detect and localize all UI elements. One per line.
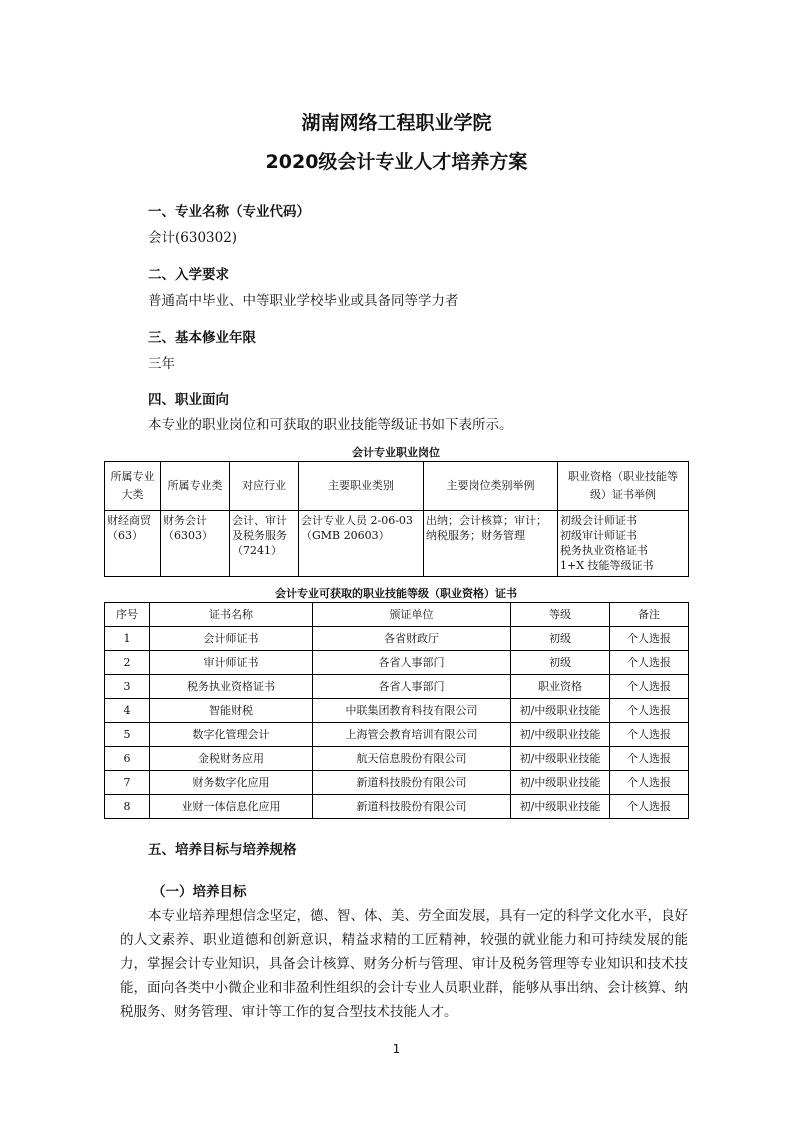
header-cell: 所属专业类 — [161, 462, 230, 511]
section-1-body: 会计(630302) — [148, 230, 238, 246]
table-cell: 新道科技股份有限公司 — [313, 771, 511, 795]
table-cell: 个人选报 — [610, 627, 689, 651]
table-cell: 初/中级职业技能 — [511, 795, 610, 819]
table-cell: 2 — [105, 651, 150, 675]
table-cell: 个人选报 — [610, 723, 689, 747]
table-cell: 初/中级职业技能 — [511, 699, 610, 723]
section-4-heading: 四、职业面向 — [148, 392, 229, 408]
header-cell: 序号 — [105, 603, 150, 627]
table-cell: 智能财税 — [150, 699, 313, 723]
table-cell: 4 — [105, 699, 150, 723]
table-cell: 个人选报 — [610, 675, 689, 699]
section-5-heading: 五、培养目标与培养规格 — [148, 842, 297, 858]
table-cell: 会计、审计及税务服务（7241） — [230, 511, 299, 577]
table-cell: 会计师证书 — [150, 627, 313, 651]
table-cell: 各省人事部门 — [313, 675, 511, 699]
table-row — [105, 675, 689, 699]
section-4-body: 本专业的职业岗位和可获取的职业技能等级证书如下表所示。 — [148, 417, 513, 433]
table2-caption: 会计专业可获取的职业技能等级（职业资格）证书 — [275, 587, 517, 600]
table-row — [105, 511, 689, 577]
header-cell: 职业资格（职业技能等级）证书举例 — [558, 462, 689, 511]
table-cell: 个人选报 — [610, 771, 689, 795]
table-cell: 1 — [105, 627, 150, 651]
page-number: 1 — [392, 1042, 401, 1056]
table-row — [105, 627, 689, 651]
header-cell: 所属专业大类 — [105, 462, 161, 511]
table-header-row — [105, 462, 689, 511]
table-cell: 5 — [105, 723, 150, 747]
header-cell: 颁证单位 — [313, 603, 511, 627]
table-header-row — [105, 603, 689, 627]
table-cell: 会计专业人员 2-06-03（GMB 20603） — [299, 511, 424, 577]
table-cell: 上海管会教育培训有限公司 — [313, 723, 511, 747]
table-cell: 业财一体信息化应用 — [150, 795, 313, 819]
table-cell: 8 — [105, 795, 150, 819]
document-title: 2020级会计专业人才培养方案 — [265, 151, 528, 173]
table-cell: 个人选报 — [610, 747, 689, 771]
table-cell: 财务数字化应用 — [150, 771, 313, 795]
table-cell: 初级 — [511, 651, 610, 675]
section-3-heading: 三、基本修业年限 — [148, 330, 256, 346]
section-1-heading: 一、专业名称（专业代码） — [148, 204, 310, 220]
table-cell: 财务会计（6303） — [161, 511, 230, 577]
table-cell: 新道科技股份有限公司 — [313, 795, 511, 819]
table-cell: 各省财政厅 — [313, 627, 511, 651]
table-cell: 初/中级职业技能 — [511, 723, 610, 747]
table-cell: 个人选报 — [610, 651, 689, 675]
table-cell: 3 — [105, 675, 150, 699]
table-cell: 初/中级职业技能 — [511, 747, 610, 771]
table-row — [105, 771, 689, 795]
table-cell: 航天信息股份有限公司 — [313, 747, 511, 771]
header-cell: 备注 — [610, 603, 689, 627]
section-2-heading: 二、入学要求 — [148, 267, 229, 283]
header-cell: 主要岗位类别举例 — [424, 462, 558, 511]
objective-text: 本专业培养理想信念坚定，德、智、体、美、劳全面发展，具有一定的科学文化水平，良好的人文素养、职业道德和创新意识，精益求精的工匠精神，较强的就业能力和可持续发展的能力，掌握会计专业知识，具备会计核算、财务分析与管理、审计及税务管理等专业知识和技术技能，面向各类中小微企业和非盈利性组织的会计专业人员职业群，能够从事出纳、会计核算、纳税服务、财务管理、审计等工作的复合型技术技能人才。 — [120, 908, 688, 1020]
table-row — [105, 747, 689, 771]
table-cell: 6 — [105, 747, 150, 771]
table-cell: 出纳；会计核算；审计；纳税服务；财务管理 — [424, 511, 558, 577]
table-cell: 初级会计师证书 初级审计师证书 税务执业资格证书 1+X 技能等级证书 — [558, 511, 689, 577]
table-cell: 金税财务应用 — [150, 747, 313, 771]
table-cell: 初/中级职业技能 — [511, 771, 610, 795]
table-row — [105, 795, 689, 819]
section-3-body: 三年 — [148, 356, 175, 372]
table-row — [105, 723, 689, 747]
objective-paragraph — [120, 904, 688, 1024]
table-cell: 数字化管理会计 — [150, 723, 313, 747]
table-cell: 初级 — [511, 627, 610, 651]
table-cell: 中联集团教育科技有限公司 — [313, 699, 511, 723]
table1-caption: 会计专业职业岗位 — [352, 446, 440, 459]
header-cell: 主要职业类别 — [299, 462, 424, 511]
table-cell: 审计师证书 — [150, 651, 313, 675]
occupation-table — [104, 461, 689, 577]
table-row — [105, 699, 689, 723]
table-cell: 7 — [105, 771, 150, 795]
table-cell: 个人选报 — [610, 795, 689, 819]
header-cell: 证书名称 — [150, 603, 313, 627]
table-cell: 税务执业资格证书 — [150, 675, 313, 699]
certificate-table — [104, 602, 689, 819]
header-cell: 对应行业 — [230, 462, 299, 511]
table-row — [105, 651, 689, 675]
table-cell: 个人选报 — [610, 699, 689, 723]
table-cell: 财经商贸（63） — [105, 511, 161, 577]
header-cell: 等级 — [511, 603, 610, 627]
school-title: 湖南网络工程职业学院 — [301, 112, 492, 134]
table-cell: 各省人事部门 — [313, 651, 511, 675]
section-2-body: 普通高中毕业、中等职业学校毕业或具备同等学力者 — [148, 293, 459, 309]
subsection-heading: （一）培养目标 — [152, 884, 247, 900]
table-cell: 职业资格 — [511, 675, 610, 699]
